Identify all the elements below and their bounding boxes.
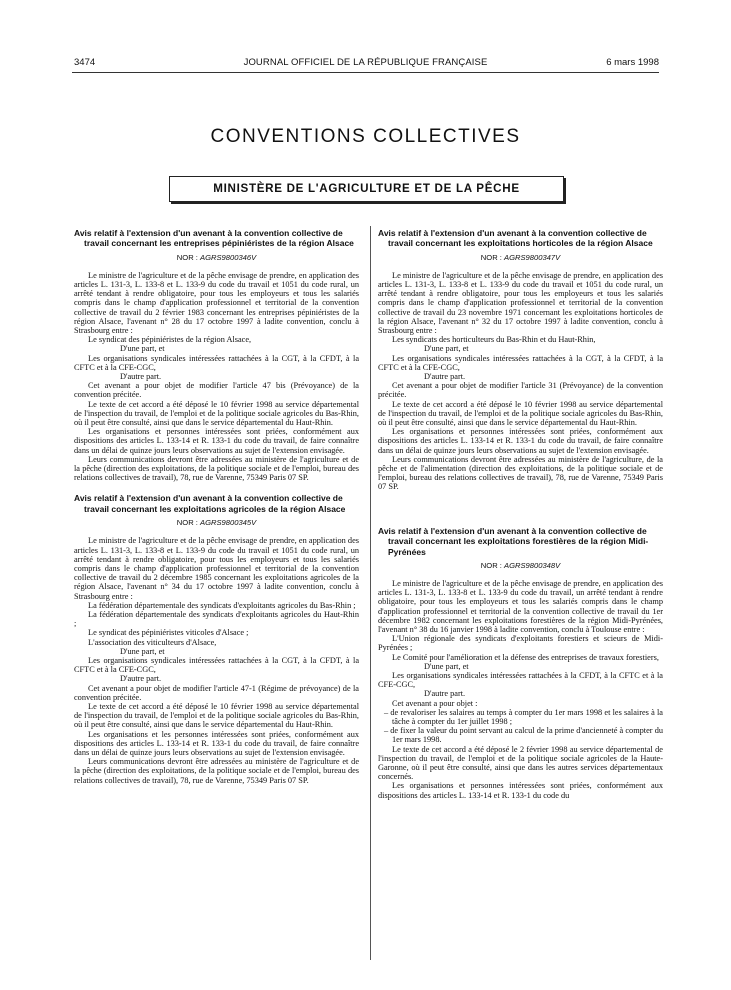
paragraph: Le syndicat des pépiniéristes viticoles d'Alsace ; [88, 628, 249, 638]
notice-title: Avis relatif à l'extension d'un avenant à la convention collective de travail concernant les exploitations horticoles de la région Alsace [378, 228, 653, 249]
nor-reference [378, 253, 663, 262]
paragraph: La fédération départementale des syndicats d'exploitants agricoles du Haut-Rhin ; [74, 609, 359, 629]
nor-reference [74, 253, 359, 262]
paragraph: Le texte de cet accord a été déposé le 10 février 1998 au service départemental de l'inspection du travail, de l'emploi et de la politique sociale agricoles du Bas-Rhin, où il peut être consulté, ainsi que dans le service départemental du Haut-Rhin. [74, 399, 359, 428]
nor-label: NOR : [480, 560, 502, 570]
paragraph: Les organisations et personnes intéressées sont priées, conformément aux dispositions des articles L. 133-14 et R. 133-1 du code du [378, 781, 663, 800]
party-separator: D'autre part. [120, 372, 162, 382]
paragraph: Le texte de cet accord a été déposé le 10 février 1998 au service départemental de l'inspection du travail, de l'emploi et de la politique sociale agricoles du Bas-Rhin, où il peut être consulté, ainsi que dans le service départemental du Haut-Rhin. [74, 701, 359, 730]
list-item: – de revaloriser les salaires au temps à compter du 1er mars 1998 et les salaires à la tâche à compter du 1er juillet 1998 ; [384, 707, 663, 726]
party-separator: D'une part, et [120, 646, 165, 656]
party-separator: D'une part, et [120, 344, 165, 354]
journal-title: JOURNAL OFFICIEL DE LA RÉPUBLIQUE FRANÇAISE [243, 57, 488, 68]
nor-label: NOR : [176, 252, 198, 262]
paragraph: Leurs communications devront être adressées au ministère de l'agriculture, de la pêche et de l'alimentation (direction des exploitations, de la politique sociale et de l'emploi, bureau des relations collectives de travail), 78, rue de Varenne, 75349 Paris 07 SP. [378, 454, 663, 492]
party-separator: D'autre part. [424, 372, 466, 382]
notice-title: Avis relatif à l'extension d'un avenant à la convention collective de travail concernant les exploitations agricoles de la région Alsace [74, 493, 346, 514]
paragraph: La fédération départementale des syndicats d'exploitants agricoles du Bas-Rhin ; [88, 600, 356, 610]
notice-exploitations-horticoles [378, 228, 663, 492]
paragraph: Les organisations syndicales intéressées rattachées à la CGT, à la CFDT, à la CFTC et à la CFE-CGC, [74, 353, 359, 372]
nor-code: AGRS9800345V [200, 518, 257, 528]
paragraph: Le syndicat des pépiniéristes de la région Alsace, [88, 335, 252, 345]
paragraph: Cet avenant a pour objet de modifier l'article 47 bis (Prévoyance) de la convention précitée. [74, 381, 359, 400]
notice-title: Avis relatif à l'extension d'un avenant à la convention collective de travail concernant les entreprises pépiniéristes de la région Alsace [74, 228, 354, 249]
paragraph: Le ministre de l'agriculture et de la pêche envisage de prendre, en application des articles L. 131-3, L. 133-8 et L. 133-9 du code du travail, un arrêté tendant à rendre obligatoire, pour tous les employeurs et tous les salariés compris dans le champ d'application professionnel et territorial de la convention collective de travail du 1er décembre 1982 concernant les exploitations forestières de la région Midi-Pyrénées, l'avenant n° 38 du 16 janvier 1998 à ladite convention, conclu à Toulouse entre : [378, 578, 663, 634]
party-separator: D'autre part. [424, 689, 466, 699]
paragraph: Les organisations syndicales intéressées rattachées à la CGT, à la CFDT, à la CFTC et à la CFE-CGC, [74, 655, 359, 675]
notice-title: Avis relatif à l'extension d'un avenant à la convention collective de travail concernant les exploitations forestières de la région Midi-Pyrénées [378, 525, 649, 557]
paragraph: Les syndicats des horticulteurs du Bas-Rhin et du Haut-Rhin, [392, 335, 596, 345]
notice-pepinieristes [74, 228, 359, 482]
paragraph: Les organisations et les personnes intéressées sont priées, conformément aux dispositions des articles L. 133-14 et R. 133-1 du code du travail, de faire connaître dans un délai de quinze jours leurs observations au sujet de l'extension envisagée. [74, 729, 359, 757]
party-separator: D'autre part. [120, 674, 162, 684]
nor-reference [378, 561, 663, 570]
paragraph: Le ministre de l'agriculture et de la pêche envisage de prendre, en application des articles L. 131-3, L. 133-8 et L. 133-9 du code du travail et 1051 du code rural, un arrêté tendant à rendre obligatoire, pour tous les employeurs et tous les salariés compris dans le champ d'application professionnel et territorial de la convention collective de travail du 2 février 1983 concernant les entreprises pépiniéristes de la région Alsace, l'avenant n° 28 du 17 octobre 1997 à ladite convention, conclu à Strasbourg entre : [74, 270, 359, 336]
issue-date: 6 mars 1998 [606, 57, 659, 68]
paragraph: Le ministre de l'agriculture et de la pêche envisage de prendre, en application des articles L. 131-3, L. 133-8 et L. 133-9 du code du travail et 1051 du code rural, un arrêté tendant à rendre obligatoire, pour tous les employeurs et tous les salariés compris dans le champ d'application professionnel et territorial de la convention collective de travail du 23 novembre 1971 concernant les exploitations horticoles de la région Alsace, l'avenant n° 32 du 17 octobre 1997 à ladite convention, conclu à Strasbourg entre : [378, 270, 663, 336]
right-column [378, 228, 663, 800]
nor-label: NOR : [480, 252, 502, 262]
notice-exploitations-agricoles [74, 493, 359, 784]
page-number: 3474 [74, 57, 96, 68]
paragraph: Le Comité pour l'amélioration et la défense des entreprises de travaux forestiers, [392, 652, 659, 662]
running-header [0, 57, 731, 71]
paragraph: Les organisations syndicales intéressées rattachées à la CFDT, à la CFTC et à la CFE-CGC, [378, 670, 663, 690]
paragraph: Le texte de cet accord a été déposé le 2 février 1998 au service départemental de l'inspection du travail, de l'emploi et de la politique sociale agricoles de la Haute-Garonne, où il peut être consulté, ainsi que dans les autres services départementaux concernés. [378, 744, 663, 782]
paragraph: Le texte de cet accord a été déposé le 10 février 1998 au service départemental de l'inspection du travail, de l'emploi et de la politique sociale agricoles du Bas-Rhin, où il peut être consulté, ainsi que dans le service départemental du Haut-Rhin. [378, 399, 663, 428]
nor-code: AGRS9800348V [504, 560, 561, 570]
paragraph: L'association des viticulteurs d'Alsace, [88, 637, 217, 647]
list-item: – de fixer la valeur du point servant au calcul de la prime d'ancienneté à compter du 1er mars 1998. [384, 726, 663, 745]
paragraph: L'Union régionale des syndicats d'exploitants forestiers et scieurs de Midi-Pyrénées ; [378, 634, 663, 653]
paragraph: Les organisations syndicales intéressées rattachées à la CGT, à la CFDT, à la CFTC et à la CFE-CGC, [378, 353, 663, 372]
paragraph: Les organisations et personnes intéressées sont priées, conformément aux dispositions des articles L. 133-14 et R. 133-1 du code du travail, de faire connaître dans un délai de quinze jours leurs observations au sujet de l'extension envisagée. [74, 427, 359, 455]
nor-label: NOR : [176, 518, 198, 528]
paragraph: Leurs communications devront être adressées au ministère de l'agriculture et de la pêche (direction des exploitations, de la politique sociale et de l'emploi, bureau des relations collectives de travail), 78, rue de Varenne, 75349 Paris 07 SP. [74, 454, 359, 483]
ministry-box: MINISTÈRE DE L'AGRICULTURE ET DE LA PÊCHE [169, 176, 564, 202]
paragraph: Leurs communications devront être adressées au ministère de l'agriculture et de la pêche (direction des exploitations, de la politique sociale et de l'emploi, bureau des relations collectives de travail), 78, rue de Varenne, 75349 Paris 07 SP. [74, 757, 359, 785]
paragraph: Le ministre de l'agriculture et de la pêche envisage de prendre, en application des articles L. 131-3, L. 133-8 et L. 133-9 du code du travail et 1051 du code rural, un arrêté tendant à rendre obligatoire, pour tous les employeurs et tous les salariés compris dans le champ d'application professionnel et territorial de la convention collective de travail du 2 décembre 1985 concernant les exploitations agricoles de la région Alsace, l'avenant n° 34 du 17 octobre 1997 à ladite convention, conclu à Strasbourg entre : [74, 536, 359, 601]
paragraph: Cet avenant a pour objet : [392, 698, 478, 708]
party-separator: D'une part, et [424, 344, 469, 354]
nor-code: AGRS9800347V [504, 252, 561, 262]
header-rule [72, 72, 659, 73]
section-title: CONVENTIONS COLLECTIVES [210, 126, 521, 147]
nor-code: AGRS9800346V [200, 252, 257, 262]
column-divider [370, 226, 371, 960]
paragraph: Cet avenant a pour objet de modifier l'article 31 (Prévoyance) de la convention précitée. [378, 381, 663, 400]
party-separator: D'une part, et [424, 661, 469, 671]
paragraph: Les organisations et personnes intéressées sont priées, conformément aux dispositions des articles L. 133-14 et R. 133-1 du code du travail, de faire connaître dans un délai de quinze jours leurs observations au sujet de l'extension envisagée. [378, 427, 663, 455]
left-column [74, 228, 359, 785]
paragraph: Cet avenant a pour objet de modifier l'article 47-1 (Régime de prévoyance) de la convention précitée. [74, 683, 359, 702]
nor-reference [74, 518, 359, 527]
notice-exploitations-forestieres [378, 526, 663, 800]
